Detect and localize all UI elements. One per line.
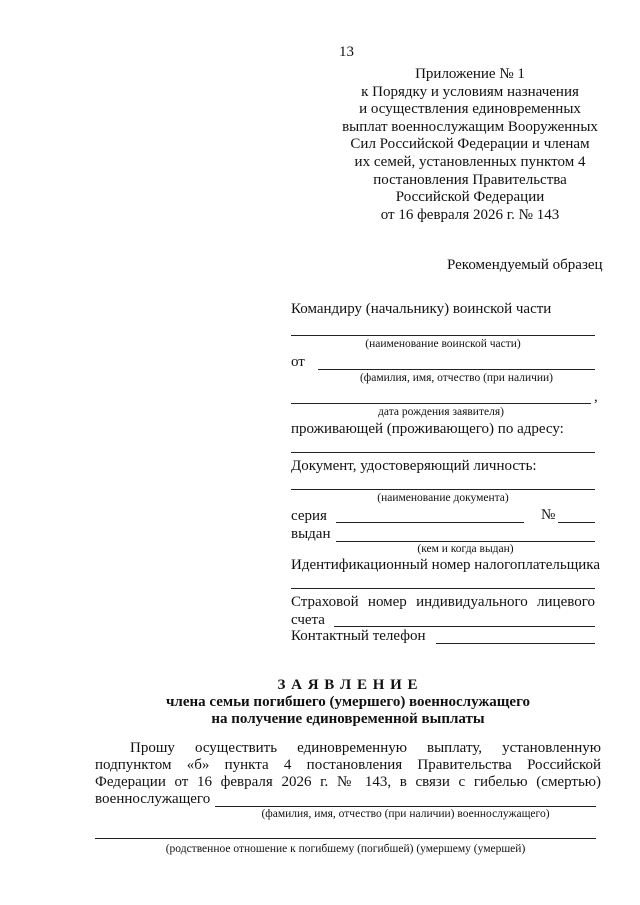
series-label: серия: [291, 508, 327, 524]
snils-label-line1: Страховой номер индивидуального лицевого: [291, 594, 595, 610]
serviceman-name-line[interactable]: [215, 806, 596, 807]
unit-name-caption: (наименование воинской части): [365, 338, 521, 350]
series-line[interactable]: [336, 522, 524, 523]
address-label: проживающей (проживающего) по адресу:: [291, 421, 564, 437]
appendix-header: [330, 66, 610, 224]
statement-body-line3: Федерации от 16 февраля 2026 г. № 143, в связи с гибелью (смертью): [95, 774, 601, 790]
from-label: от: [291, 354, 305, 370]
phone-label: Контактный телефон: [291, 628, 426, 644]
unit-name-line[interactable]: [291, 335, 595, 336]
document-name-line[interactable]: [291, 489, 595, 490]
issued-line[interactable]: [336, 541, 595, 542]
appendix-line: постановления Правительства: [373, 171, 567, 188]
appendix-line: Сил Российской Федерации и членам: [350, 136, 590, 153]
document-name-caption: (наименование документа): [377, 492, 509, 504]
number-line[interactable]: [558, 522, 595, 523]
appendix-line: Приложение № 1: [415, 66, 525, 82]
applicant-name-caption: (фамилия, имя, отчество (при наличии): [359, 372, 554, 384]
birth-date-line[interactable]: [291, 403, 591, 404]
statement-body-line4: военнослужащего: [95, 791, 211, 807]
id-document-label: Документ, удостоверяющий личность:: [291, 458, 537, 474]
appendix-line: Российской Федерации: [395, 189, 545, 206]
commander-label: Командиру (начальнику) воинской части: [291, 301, 552, 317]
comma-mark: ,: [594, 389, 598, 405]
address-line[interactable]: [291, 452, 595, 453]
appendix-line: выплат военнослужащим Вооруженных: [342, 118, 598, 135]
recommended-sample-label: Рекомендуемый образец: [447, 257, 603, 273]
relation-caption: (родственное отношение к погибшему (погибшей) (умершему (умершей): [165, 843, 526, 855]
statement-body-line2: подпунктом «б» пункта 4 постановления Правительства Российской: [95, 757, 601, 773]
snils-label-line2: счета: [291, 612, 325, 628]
appendix-line: их семей, установленных пунктом 4: [354, 153, 586, 170]
number-label: №: [541, 507, 556, 523]
statement-title: З А Я В Л Е Н И Е: [277, 677, 419, 693]
appendix-line: к Порядку и условиям назначения: [361, 83, 579, 100]
phone-line[interactable]: [436, 643, 595, 644]
birth-date-caption: дата рождения заявителя): [378, 406, 504, 418]
inn-label: Идентификационный номер налогоплательщика: [291, 557, 601, 573]
issued-label: выдан: [291, 526, 331, 542]
statement-body-line1: Прошу осуществить единовременную выплату, установленную: [130, 740, 601, 756]
appendix-line: от 16 февраля 2026 г. № 143: [380, 206, 560, 223]
statement-subtitle-2: на получение единовременной выплаты: [211, 711, 485, 727]
statement-subtitle-1: члена семьи погибшего (умершего) военнослужащего: [165, 694, 531, 710]
page-number: 13: [339, 44, 354, 60]
snils-line[interactable]: [334, 626, 595, 627]
appendix-line: и осуществления единовременных: [359, 101, 581, 118]
serviceman-name-caption: (фамилия, имя, отчество (при наличии) военнослужащего): [261, 808, 550, 820]
inn-line[interactable]: [291, 588, 595, 589]
issued-caption: (кем и когда выдан): [417, 543, 514, 555]
applicant-name-line[interactable]: [318, 369, 595, 370]
relation-line[interactable]: [95, 838, 596, 839]
